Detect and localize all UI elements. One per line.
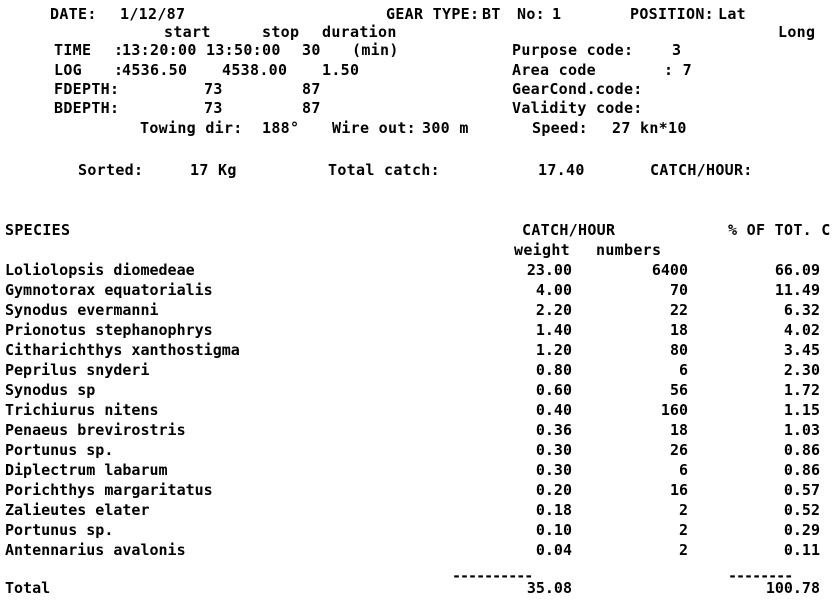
percent-value: 1.15 [783,401,820,419]
numbers-value: 2 [678,521,688,539]
speed-value: 27 kn*10 [612,119,687,137]
time-label: TIME [54,41,92,59]
total-weight-value: 35.08 [526,579,572,597]
purpose-code-value: 3 [672,41,682,59]
table-row [0,280,840,300]
species-name: Porichthys margaritatus [5,481,213,499]
time-start: 13:20:00 [122,41,197,59]
sorted-label: Sorted: [78,161,144,179]
lat-label: Lat [718,5,746,23]
weight-value: 0.30 [535,441,572,459]
total-label: Total [5,579,51,597]
table-row [0,300,840,320]
time-stop: 13:50:00 [206,41,281,59]
date-label: DATE: [50,5,97,23]
species-name: Antennarius avalonis [5,541,186,559]
species-name: Trichiurus nitens [5,401,159,419]
fdepth-stop: 87 [302,80,321,98]
log-stop: 4538.00 [222,61,288,79]
log-label: LOG [54,61,82,79]
percent-value: 11.49 [774,281,820,299]
bdepth-stop: 87 [302,99,321,117]
area-code-value: : 7 [664,61,692,79]
weight-value: 4.00 [535,281,572,299]
time-colon: : [114,41,124,59]
table-row [0,480,840,500]
weight-value: 0.80 [535,361,572,379]
log-colon: : [114,61,124,79]
percent-value: 66.09 [774,261,820,279]
log-start: 4536.50 [122,61,188,79]
numbers-value: 26 [669,441,688,459]
weight-column-header: weight [514,241,570,259]
percent-value: 0.86 [783,461,820,479]
numbers-column-header: numbers [596,241,662,259]
table-row [0,400,840,420]
total-catch-value: 17.40 [538,161,585,179]
table-row [0,460,840,480]
towing-dir-value: 188° [262,119,300,137]
total-catch-label: Total catch: [328,161,440,179]
position-label: POSITION: [630,5,714,23]
table-row [0,320,840,340]
species-name: Citharichthys xanthostigma [5,341,240,359]
species-name: Diplectrum labarum [5,461,168,479]
wire-out-label: Wire out: [332,119,416,137]
percent-value: 1.72 [783,381,820,399]
weight-value: 1.40 [535,321,572,339]
fdepth-label: FDEPTH: [54,80,120,98]
weight-value: 0.20 [535,481,572,499]
purpose-code-label: Purpose code: [512,41,634,59]
weight-value: 0.40 [535,401,572,419]
bdepth-label: BDEPTH: [54,99,120,117]
table-row [0,340,840,360]
towing-dir-label: Towing dir: [140,119,243,137]
col-start-header: start [164,23,211,41]
col-stop-header: stop [262,23,300,41]
numbers-value: 18 [669,421,688,439]
speed-label: Speed: [532,119,588,137]
percent-value: 3.45 [783,341,820,359]
numbers-value: 16 [669,481,688,499]
validity-code-label: Validity code: [512,99,643,117]
col-duration-header: duration [322,23,397,41]
catch-hour-column-header: CATCH/HOUR [522,221,616,239]
long-label: Long [778,23,816,41]
no-label: No: [517,5,545,23]
numbers-value: 160 [660,401,688,419]
species-name: Portunus sp. [5,441,114,459]
table-row [0,360,840,380]
species-name: Penaeus brevirostris [5,421,186,439]
percent-value: 0.11 [783,541,820,559]
numbers-value: 6 [678,461,688,479]
species-column-header: SPECIES [5,221,71,239]
numbers-value: 6400 [651,261,688,279]
species-name: Zalieutes elater [5,501,150,519]
table-row [0,500,840,520]
weight-value: 0.30 [535,461,572,479]
weight-value: 0.04 [535,541,572,559]
percent-total-divider: -------- [728,567,793,585]
table-row [0,260,840,280]
species-name: Prionotus stephanophrys [5,321,213,339]
area-code-label: Area code [512,61,596,79]
percent-value: 0.86 [783,441,820,459]
percent-value: 6.32 [783,301,820,319]
sorted-value: 17 Kg [190,161,237,179]
table-row [0,540,840,560]
percent-value: 2.30 [783,361,820,379]
percent-value: 0.29 [783,521,820,539]
total-row [0,578,840,598]
gearcond-code-label: GearCond.code: [512,80,643,98]
duration-value: 30 [302,41,321,59]
weight-value: 0.60 [535,381,572,399]
weight-value: 1.20 [535,341,572,359]
fdepth-start: 73 [204,80,223,98]
species-name: Peprilus snyderi [5,361,150,379]
log-difference: 1.50 [322,61,360,79]
numbers-value: 22 [669,301,688,319]
weight-value: 0.18 [535,501,572,519]
table-row [0,380,840,400]
numbers-value: 70 [669,281,688,299]
wire-out-value: 300 m [422,119,469,137]
numbers-value: 56 [669,381,688,399]
catch-hour-label: CATCH/HOUR: [650,161,753,179]
numbers-value: 18 [669,321,688,339]
bdepth-start: 73 [204,99,223,117]
numbers-value: 6 [678,361,688,379]
species-name: Gymnotorax equatorialis [5,281,213,299]
table-row [0,440,840,460]
weight-value: 0.36 [535,421,572,439]
percent-value: 0.52 [783,501,820,519]
percent-total-column-header: % OF TOT. C [728,221,831,239]
numbers-value: 80 [669,341,688,359]
weight-value: 23.00 [526,261,572,279]
duration-unit: (min) [352,41,399,59]
weight-value: 2.20 [535,301,572,319]
percent-value: 4.02 [783,321,820,339]
species-name: Loliolopsis diomedeae [5,261,195,279]
weight-total-divider: ---------- [452,567,533,585]
gear-type-value: BT [482,5,501,23]
numbers-value: 2 [678,541,688,559]
species-name: Synodus sp [5,381,96,399]
table-row [0,420,840,440]
total-percent-value: 100.78 [765,579,820,597]
weight-value: 0.10 [535,521,572,539]
table-row [0,520,840,540]
no-value: 1 [552,5,562,23]
species-name: Portunus sp. [5,521,114,539]
percent-value: 0.57 [783,481,820,499]
gear-type-label: GEAR TYPE: [386,5,480,23]
numbers-value: 2 [678,501,688,519]
species-name: Synodus evermanni [5,301,159,319]
date-value: 1/12/87 [120,5,186,23]
percent-value: 1.03 [783,421,820,439]
